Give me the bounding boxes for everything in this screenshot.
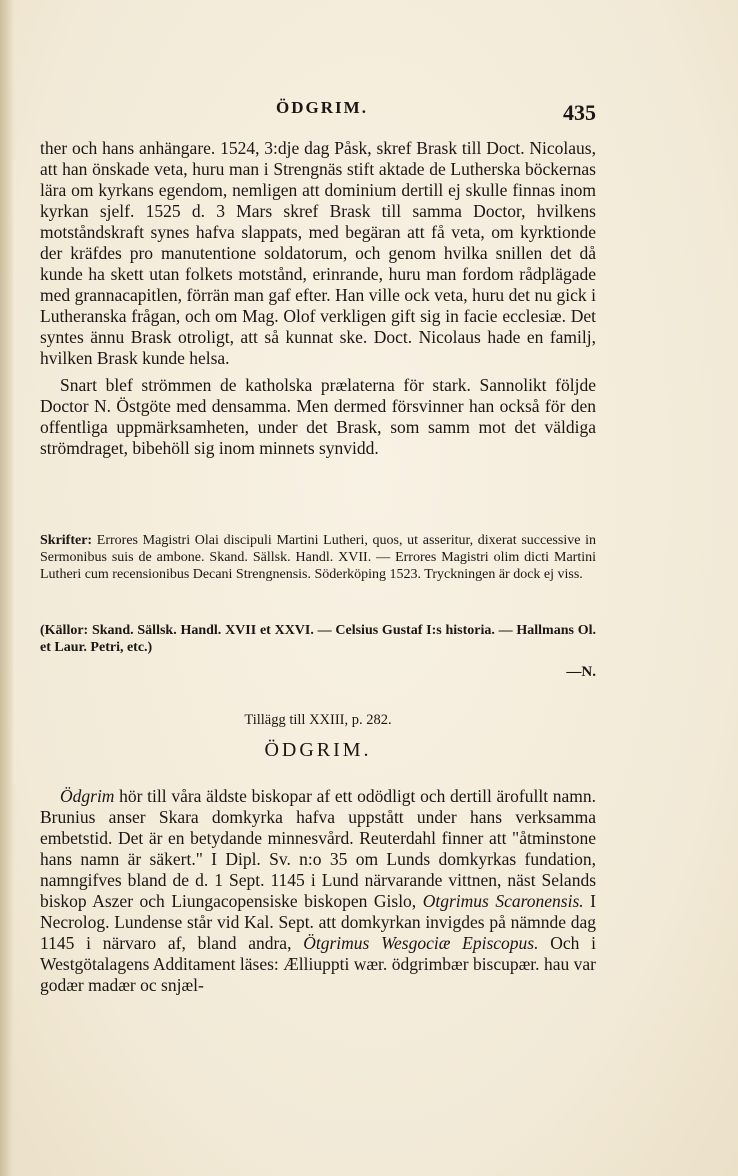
- page-header: [48, 98, 596, 128]
- supplement-subtitle: Tillägg till XXIII, p. 282.: [244, 712, 392, 728]
- sources-text: Skand. Sällsk. Handl. XVII et XXVI. — Celsius Gustaf I:s historia. — Hallmans Ol. et Laur. Petri, etc.): [40, 623, 596, 655]
- main-body: [40, 138, 596, 459]
- lead-word: Ödgrim: [60, 786, 115, 806]
- supplement-paragraph: [40, 786, 596, 996]
- sources-label: (Källor:: [40, 623, 89, 638]
- sources-note: [40, 622, 596, 656]
- page-number: 435: [563, 100, 596, 125]
- name-otgrimus-wesgociae: Ötgrimus Wesgociæ Episcopus.: [303, 933, 539, 953]
- supplement-opening: hör till våra äldste biskopar af ett odödligt och dertill ärofullt namn. Brunius anser Skara domkyrka hafva uppstått under hans verksamma embetstid. Det är en betydande minnesvård. Reuterdahl finner att "åtminstone hans namn är säkert." I Dipl. Sv. n:o 35 om Lunds domkyrkas fundation, namngifves bland de d. 1 Sept. 1145 i Lund närvarande vittnen, näst Selands biskop Aszer och Liungacopensiske biskopen Gislo,: [40, 786, 596, 911]
- supplement-middle: I Necrolog. Lundense står vid Kal. Sept. att domkyrkan invigdes på nämnde dag 1145 i närvaro af, bland andra,: [40, 891, 596, 953]
- supplement-ending: Och i Westgötalagens Additament läses: Ælliuppti wær. ödgrimbær biscupær. hau var godær madær oc snjæl-: [40, 933, 596, 995]
- writings-note: [40, 532, 596, 583]
- paragraph-1: ther och hans anhängare. 1524, 3:dje dag Påsk, skref Brask till Doct. Nicolaus, att han önskade veta, huru man i Strengnäs stift aktade de Lutherska böckernas lära om kyrkans egendom, nemligen att dominium dertill ej skulle finnas inom kyrkan sjelf. 1525 d. 3 Mars skref Brask till samma Doctor, hvilkens motståndskraft synes hafva slappats, med begäran att få veta, om kyrktionde der kräfdes pro manutentione soldatorum, och genom hvilka snillen det då kunde ha skett utan folkets motstånd, erinrande, huru man fordom rådplägade med grannacapitlen, förrän man gaf efter. Han ville ock veta, huru det nu gick i Lutheranska frågan, och om Mag. Olof verkligen gift sig in facie ecclesiæ. Det syntes ännu Brask otroligt, att så kunnat ske. Doct. Nicolaus hade en familj, hvilken Brask kunde helsa.: [40, 138, 596, 368]
- running-head: ÖDGRIM.: [276, 98, 368, 117]
- name-otgrimus: Otgrimus Scaronensis.: [422, 891, 584, 911]
- supplement-heading: [40, 712, 596, 762]
- writings-label: Skrifter:: [40, 533, 93, 548]
- writings-text: Errores Magistri Olai discipuli Martini Lutheri, quos, ut asseritur, dixerat successive in Sermonibus suis de ambone. Skand. Sällsk. Handl. XVII. — Errores Magistri olim dicti Martini Lutheri cum recensionibus Decani Strengnensis. Söderköping 1523. Tryckningen är dock ej viss.: [40, 533, 596, 582]
- page-gutter-shadow: [0, 0, 14, 1176]
- supplement-title: ÖDGRIM.: [264, 739, 372, 761]
- author-signature: —N.: [566, 664, 596, 680]
- supplement-body: [40, 786, 596, 996]
- paragraph-2: Snart blef strömmen de katholska prælaterna för stark. Sannolikt följde Doctor N. Östgöte med densamma. Men dermed försvinner han också för den offentliga uppmärksamheten, under det Brask, som samm mot det väldiga strömdraget, bibehöll sig inom minnets synvidd.: [40, 375, 596, 458]
